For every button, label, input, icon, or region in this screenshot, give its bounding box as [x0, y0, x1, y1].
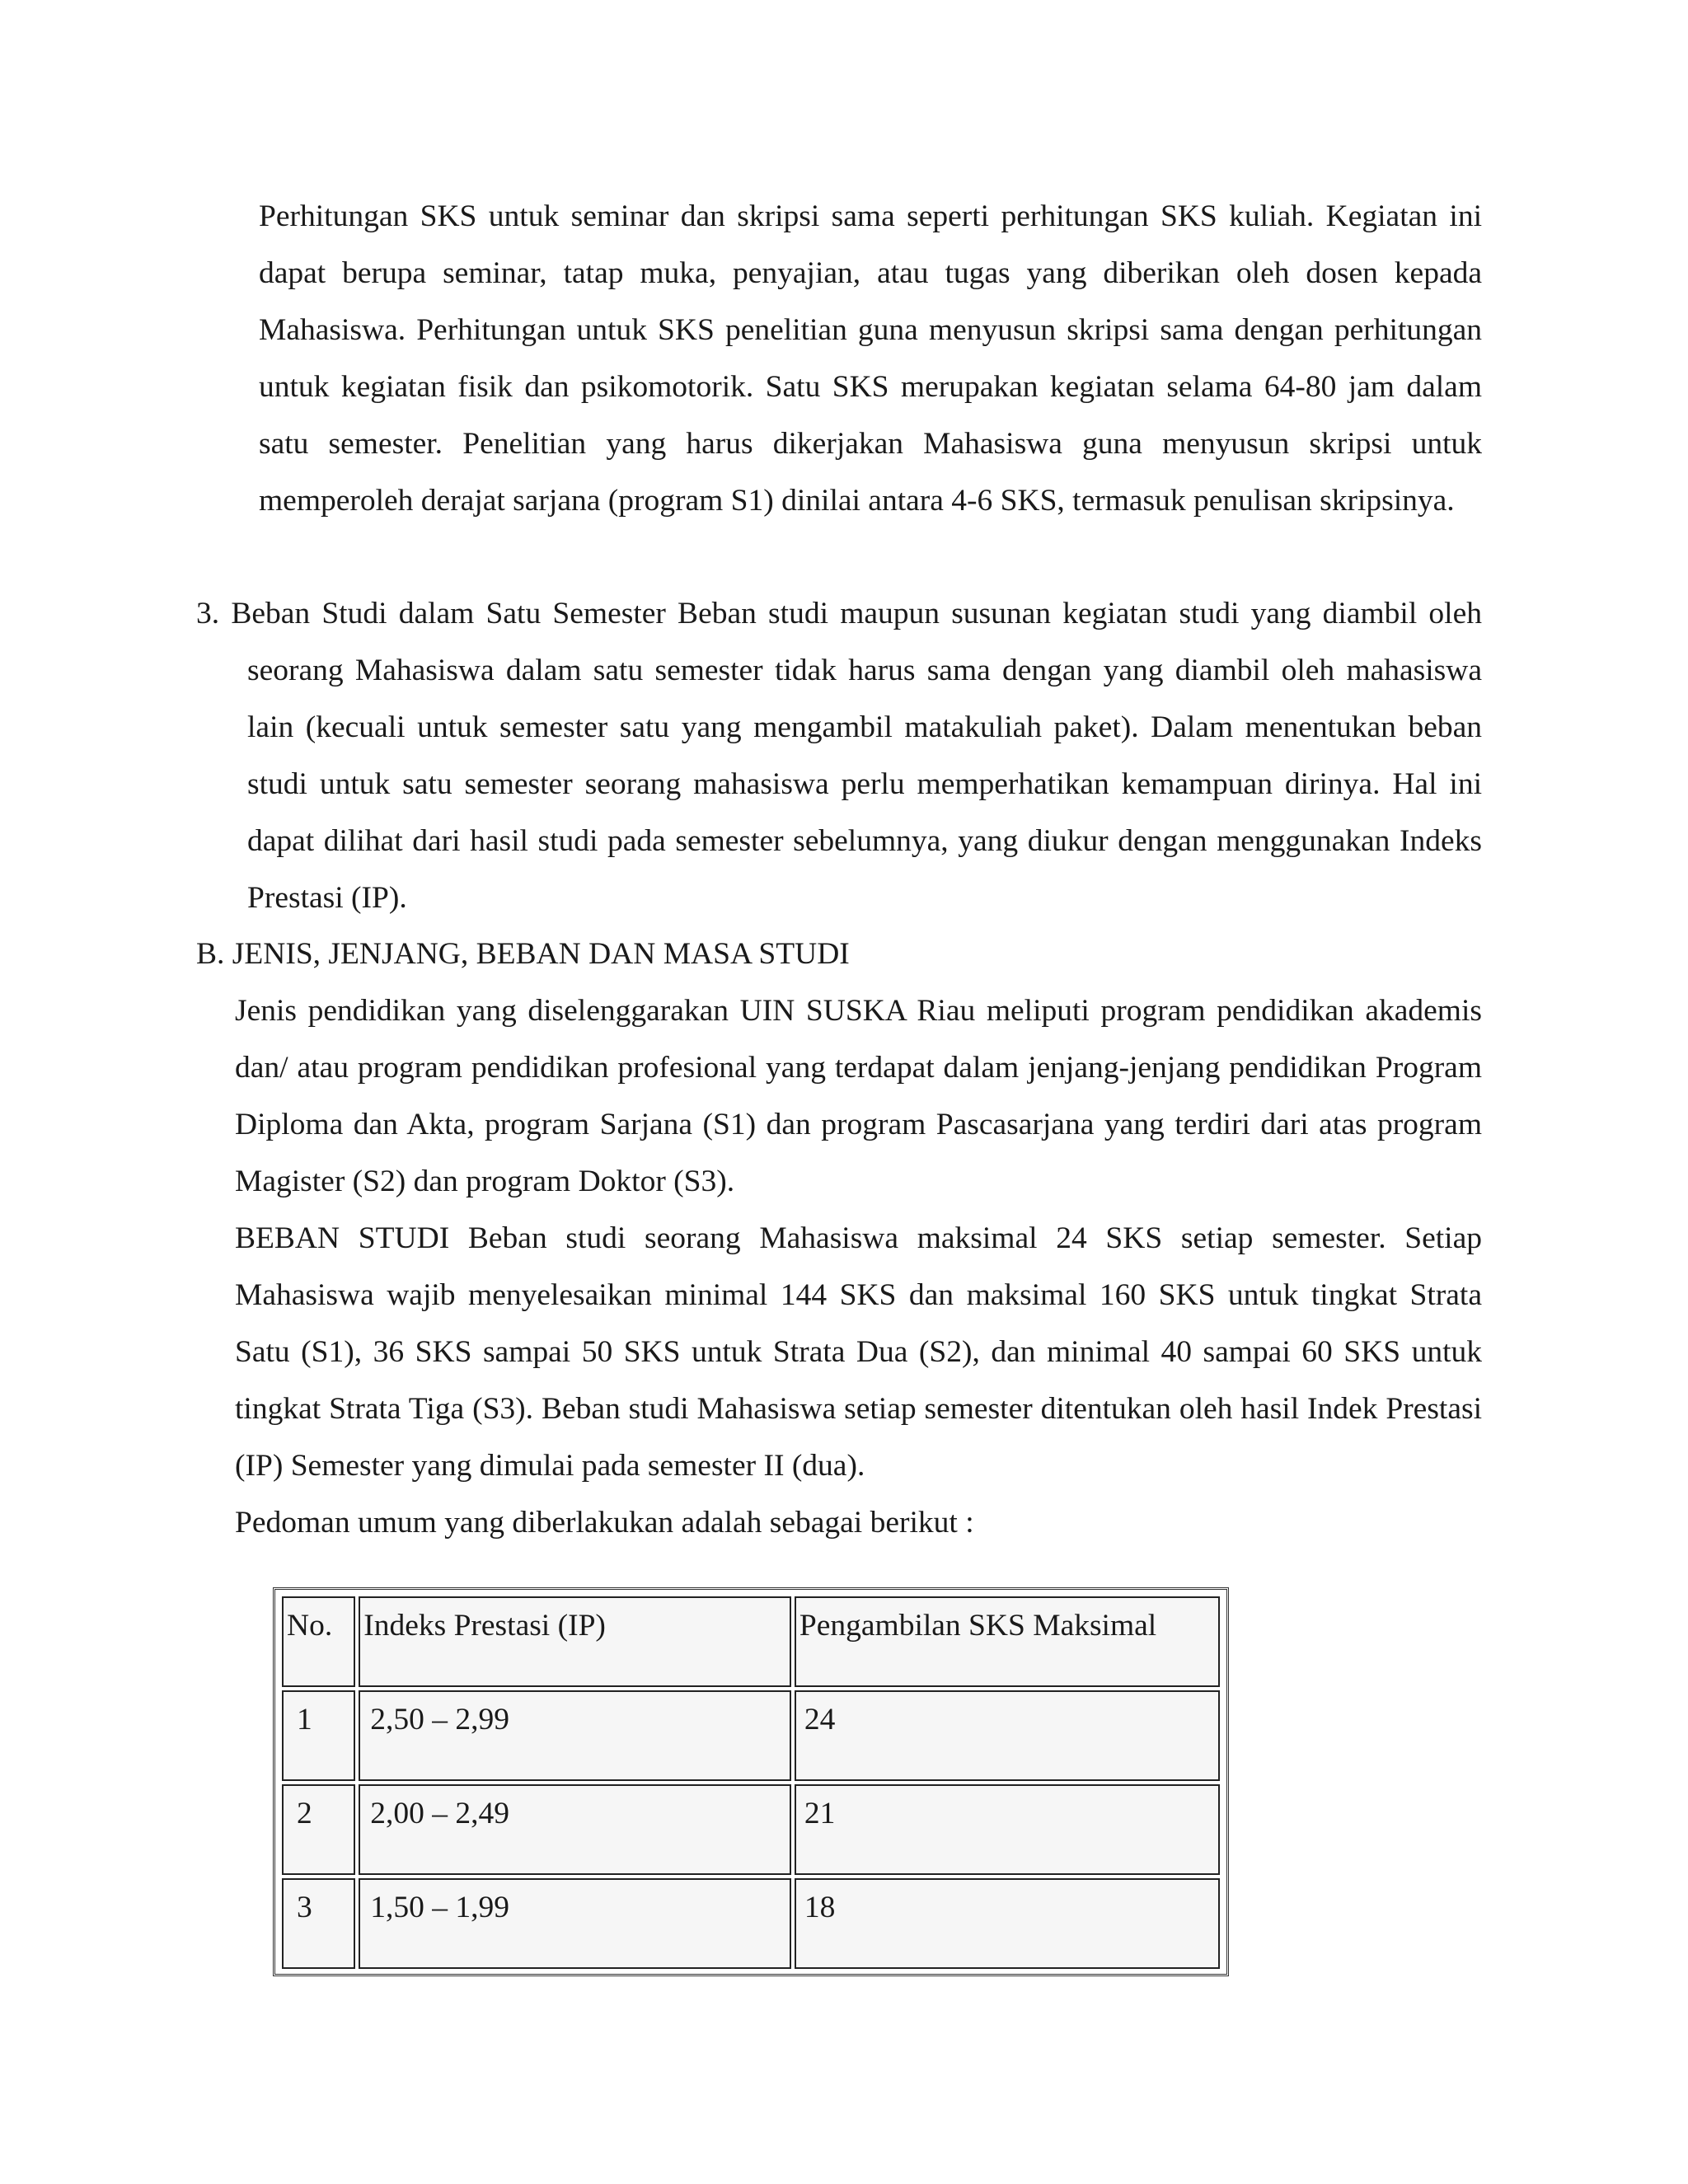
header-pengambilan-sks: Pengambilan SKS Maksimal — [795, 1596, 1220, 1687]
header-no: No. — [282, 1596, 355, 1687]
paragraph-beban-studi: BEBAN STUDI Beban studi seorang Mahasiswa maksimal 24 SKS setiap semester. Setiap Mahasiswa wajib menyelesaikan minimal 144 SKS dan maksimal 160 SKS untuk tingkat Strata Satu (S1), 36 SKS sampai 50 SKS untuk Strata Dua (S2), dan minimal 40 sampai 60 SKS untuk tingkat Strata Tiga (S3). Beban studi Mahasiswa setiap semester ditentukan oleh hasil Indek Prestasi (IP) Semester yang dimulai pada semester II (dua). — [235, 1221, 1482, 1483]
paragraph-sks-seminar-skripsi: Perhitungan SKS untuk seminar dan skripsi sama seperti perhitungan SKS kuliah. Kegiatan ini dapat berupa seminar, tatap muka, penyajian, atau tugas yang diberikan oleh dosen kepada Mahasiswa. Perhitungan untuk SKS penelitian guna menyusun skripsi sama dengan perhitungan untuk kegiatan fisik dan psikomotorik. Satu SKS merupakan kegiatan selama 64-80 jam dalam satu semester. Penelitian yang harus dikerjakan Mahasiswa guna menyusun skripsi untuk memperoleh derajat sarjana (program S1) dinilai antara 4-6 SKS, termasuk penulisan skripsinya. — [259, 199, 1482, 518]
list-item-beban-studi — [196, 585, 1482, 926]
cell-ip: 2,50 – 2,99 — [359, 1690, 791, 1781]
paragraph-pedoman-umum: Pedoman umum yang diberlakukan adalah sebagai berikut : — [235, 1506, 974, 1540]
table-row — [282, 1784, 1220, 1875]
cell-ip: 2,00 – 2,49 — [359, 1784, 791, 1875]
cell-no: 2 — [282, 1784, 355, 1875]
cell-no: 1 — [282, 1690, 355, 1781]
header-indeks-prestasi: Indeks Prestasi (IP) — [359, 1596, 791, 1687]
cell-sks: 21 — [795, 1784, 1220, 1875]
cell-ip: 1,50 – 1,99 — [359, 1878, 791, 1969]
paragraph-jenis-pendidikan: Jenis pendidikan yang diselenggarakan UIN SUSKA Riau meliputi program pendidikan akademis dan/ atau program pendidikan profesional yang terdapat dalam jenjang-jenjang pendidikan Program Diploma dan Akta, program Sarjana (S1) dan program Pascasarjana yang terdiri dari atas program Magister (S2) dan program Doktor (S3). — [235, 994, 1482, 1198]
sks-table-grid — [279, 1593, 1223, 1972]
section-heading-b: B. JENIS, JENJANG, BEBAN DAN MASA STUDI — [196, 937, 850, 971]
cell-sks: 24 — [795, 1690, 1220, 1781]
table-header-row — [282, 1596, 1220, 1687]
cell-sks: 18 — [795, 1878, 1220, 1969]
list-item-text: Beban Studi dalam Satu Semester Beban studi maupun susunan kegiatan studi yang diambil oleh seorang Mahasiswa dalam satu semester tidak harus sama dengan yang diambil oleh mahasiswa lain (kecuali untuk semester satu yang mengambil matakuliah paket). Dalam menentukan beban studi untuk satu semester seorang mahasiswa perlu memperhatikan kemampuan dirinya. Hal ini dapat dilihat dari hasil studi pada semester sebelumnya, yang diukur dengan menggunakan Indeks Prestasi (IP). — [231, 597, 1482, 915]
list-item-number: 3. — [196, 597, 220, 630]
table-row — [282, 1878, 1220, 1969]
table-row — [282, 1690, 1220, 1781]
sks-table — [273, 1587, 1229, 1976]
cell-no: 3 — [282, 1878, 355, 1969]
